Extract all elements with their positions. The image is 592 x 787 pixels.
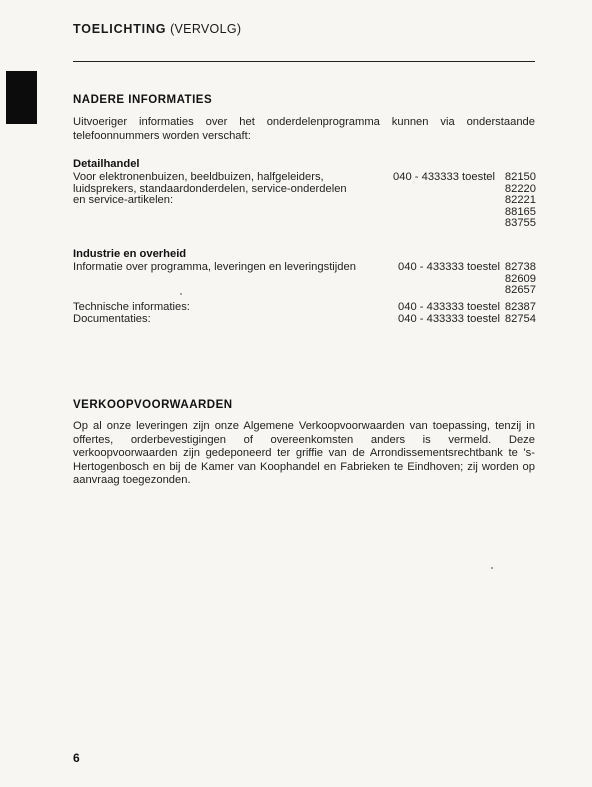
row-description: Informatie over programma, leveringen en leveringstijden — [73, 261, 356, 273]
section-title-informaties: NADERE INFORMATIES — [73, 94, 213, 106]
row-extension: 82738 — [504, 261, 536, 273]
row-phone: 040 - 433333 toestel — [398, 312, 501, 325]
row-extension: 82150 — [504, 171, 536, 183]
row-extension: 82220 — [504, 182, 536, 195]
table-row — [73, 207, 539, 219]
row-phone: 040 - 433333 toestel — [393, 171, 496, 183]
contact-table — [73, 302, 539, 325]
page-number: 6 — [73, 751, 80, 765]
table-row — [73, 314, 539, 326]
scan-speck — [180, 293, 182, 295]
detailhandel-table — [73, 172, 539, 230]
header-title: TOELICHTING — [73, 22, 167, 36]
row-description: luidsprekers, standaardonderdelen, service-onderdelen — [73, 182, 347, 195]
table-row — [73, 195, 539, 207]
row-extension: 82609 — [504, 272, 536, 285]
row-description: en service-artikelen: — [73, 194, 174, 207]
row-extension: 88165 — [504, 205, 536, 218]
subheading-industrie: Industrie en overheid — [73, 248, 187, 260]
row-description: Documentaties: — [73, 312, 151, 325]
page-header — [73, 22, 241, 36]
row-extension: 82221 — [504, 194, 536, 207]
table-row — [73, 285, 539, 297]
table-row — [73, 262, 539, 274]
row-extension: 82657 — [504, 284, 536, 297]
table-row — [73, 302, 539, 314]
row-description: Technische informaties: — [73, 301, 190, 313]
row-extension: 83755 — [504, 217, 536, 230]
scan-speck — [491, 567, 493, 569]
section-title-voorwaarden: VERKOOPVOORWAARDEN — [73, 399, 233, 411]
table-row — [73, 218, 539, 230]
section-tab-marker — [6, 71, 37, 124]
voorwaarden-paragraph: Op al onze leveringen zijn onze Algemene Verkoopvoorwaarden van toepassing, tenzij in offertes, orderbevestigingen of overeenkomsten anders is vermeld. Deze verkoopvoorwaarden zijn gedeponeerd ter griffie van de Arrondissementsrechtbank te 's-Hertogenbosch en bij de Kamer van Koophandel en Fabrieken te Eindhoven; zij worden op aanvraag toegezonden. — [73, 420, 535, 487]
row-extension: 82387 — [504, 301, 536, 313]
industrie-table — [73, 262, 539, 297]
header-subtitle: (VERVOLG) — [170, 22, 242, 36]
header-rule — [73, 61, 535, 62]
table-row — [73, 274, 539, 286]
row-description: Voor elektronenbuizen, beeldbuizen, halfgeleiders, — [73, 171, 324, 183]
row-phone: 040 - 433333 toestel — [398, 301, 501, 313]
row-extension: 82754 — [504, 312, 536, 325]
intro-paragraph: Uitvoeriger informaties over het onderdelenprogramma kunnen via onderstaande telefoonnummers worden verschaft: — [73, 116, 535, 142]
table-row — [73, 172, 539, 184]
row-phone: 040 - 433333 toestel — [398, 261, 501, 273]
subheading-detailhandel: Detailhandel — [73, 158, 140, 170]
